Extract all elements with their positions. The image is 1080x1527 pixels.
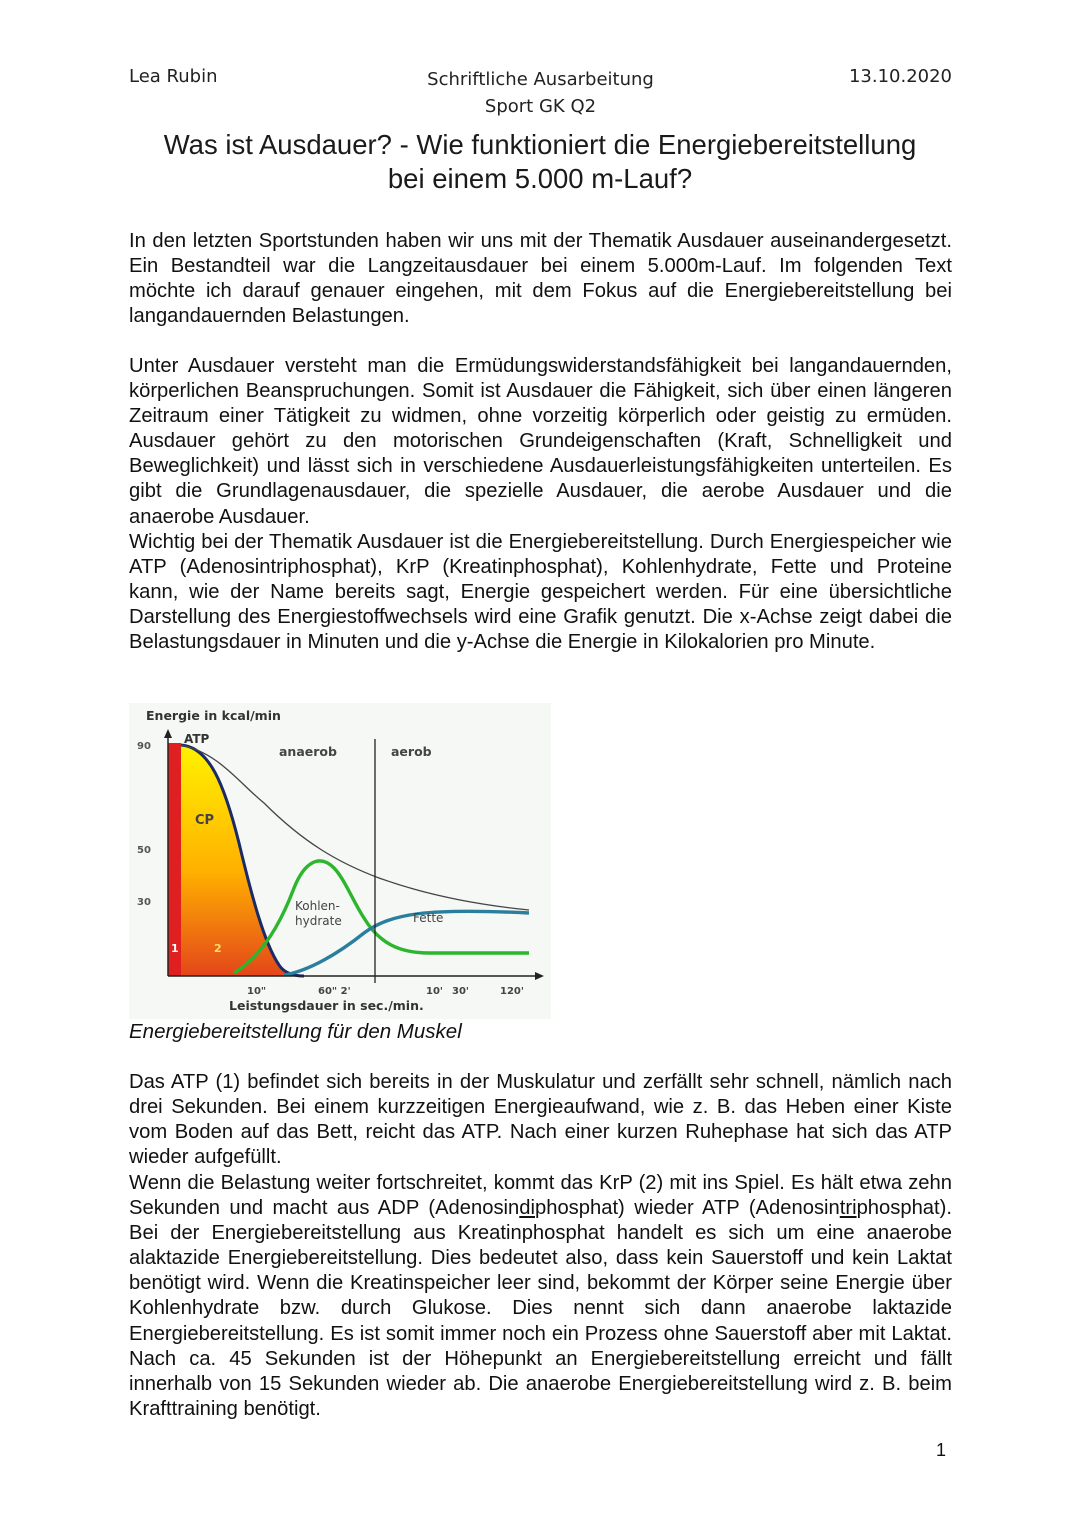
cp-label: CP (195, 813, 215, 828)
header-center (129, 66, 952, 120)
y-tick-30: 30 (137, 897, 151, 908)
paragraph-definition: Unter Ausdauer versteht man die Ermüdungswiderstandsfähigkeit bei langandauernden, körperlichen Beanspruchungen. Somit ist Ausdauer die Fähigkeit, sich über einen längeren Zeitraum einer Tätigkeit zu widmen, ohne vorzeitig körperlich oder geistig zu ermüden. Ausdauer gehört zu den motorischen Grundeigenschaften (Kraft, Schnelligkeit und Beweglichkeit) und lässt sich in verschiedene Ausdauerleistungsfähigkeiten unterteilen. Es gibt die Grundlagenausdauer, die spezielle Ausdauer, die aerobe Ausdauer und die anaerobe Ausdauer. (129, 355, 952, 528)
x-tick-120min: 120' (500, 986, 524, 997)
kohlenhydrate-label-1: Kohlen- (295, 899, 340, 913)
figure-caption: Energiebereitstellung für den Muskel (129, 1020, 462, 1043)
atp-label: ATP (184, 732, 210, 746)
cp-number-label: 2 (214, 942, 222, 955)
page-header (129, 62, 952, 122)
course-name: Sport GK Q2 (484, 96, 597, 117)
y-tick-90: 90 (137, 741, 151, 752)
x-tick-10min: 10' (426, 986, 443, 997)
aerob-label: aerob (391, 744, 432, 759)
paragraph-intro: In den letzten Sportstunden haben wir uns mit der Thematik Ausdauer auseinandergesetzt. Ein Bestandteil war die Langzeitausdauer bei einem 5.000m-Lauf. Im folgenden Text möchte ich darauf genauer eingehen, mit dem Fokus auf die Energiebereitstellung bei langandauernden Belastungen. (129, 230, 952, 328)
kohlenhydrate-label-2: hydrate (295, 914, 342, 928)
energy-supply-figure (129, 703, 551, 1019)
x-axis-label: Leistungsdauer in sec./min. (229, 998, 424, 1013)
krp-text-part-3: phosphat). Bei der Energiebereitstellung aus Kreatinphosphat handelt es sich um eine anaerobe alaktazide Energiebereitstellung. Dies bedeutet also, dass kein Sauerstoff und kein Laktat benötigt wird. Wenn die Kreatinspeicher leer sind, bekommt der Körper seine Energie über Kohlenhydrate bzw. durch Glukose. Dies nennt sich dann anaerobe laktazide Energiebereitstellung. Es ist somit immer noch ein Prozess ohne Sauerstoff aber mit Laktat. Nach ca. 45 Sekunden ist der Höhepunkt an Energiebereitstellung erreicht und fällt innerhalb von 15 Sekunden wieder ab. Die anaerobe Energiebereitstellung wird z. B. beim Krafttraining benötigt. (129, 1197, 952, 1420)
y-axis-label: Energie in kcal/min (146, 708, 281, 723)
paragraph-atp: Das ATP (1) befindet sich bereits in der Muskulatur und zerfällt sehr schnell, nämlich nach drei Sekunden. Bei einem kurzzeitigen Energieaufwand, wie z. B. das Heben einer Kiste vom Boden auf das Bett, reicht das ATP. Nach einer kurzen Ruhephase hat sich das ATP wieder aufgefüllt. (129, 1071, 952, 1169)
paragraph-energy-storage: Wichtig bei der Thematik Ausdauer ist die Energiebereitstellung. Durch Energiespeicher wie ATP (Adenosintriphosphat), KrP (Kreatinphosphat), Kohlenhydrate, Fette und Proteine kann, wie der Name bereits sagt, Energie gespeichert werden. Für eine übersichtliche Darstellung des Energiestoffwechsels wird eine Grafik genutzt. Die x-Achse zeigt dabei die Belastungsdauer in Minuten und die y-Achse die Energie in Kilokalorien pro Minute. (129, 531, 952, 654)
document-title (110, 128, 970, 196)
title-line-2: bei einem 5.000 m-Lauf? (387, 163, 693, 194)
document-date: 13.10.2020 (848, 66, 952, 87)
x-tick-30min: 30' (452, 986, 469, 997)
anaerob-label: anaerob (279, 744, 337, 759)
paragraph-krp (129, 1171, 952, 1422)
document-type: Schriftliche Ausarbeitung (427, 69, 654, 90)
krp-underlined-di: di (519, 1197, 535, 1220)
y-axis-arrow (164, 729, 172, 738)
y-tick-50: 50 (137, 845, 151, 856)
krp-underlined-tri: tri (839, 1197, 857, 1220)
atp-number-label: 1 (171, 942, 179, 955)
page-number: 1 (936, 1440, 947, 1460)
x-tick-10s: 10" (247, 986, 267, 997)
x-tick-60s-2min: 60" 2' (318, 986, 351, 997)
krp-text-part-2: phosphat) wieder ATP (Adenosin (534, 1197, 840, 1220)
fette-label: Fette (413, 911, 444, 925)
energy-supply-graph (129, 703, 551, 1019)
title-line-1: Was ist Ausdauer? - Wie funktioniert die Energiebereitstellung (163, 129, 917, 160)
author-name: Lea Rubin (129, 66, 218, 87)
x-axis-arrow (535, 972, 544, 980)
krp-text-part-1: Wenn die Belastung weiter fortschreitet, kommt das KrP (2) mit ins Spiel. Es hält etwa zehn Sekunden und macht aus ADP (Adenosin (129, 1172, 952, 1220)
